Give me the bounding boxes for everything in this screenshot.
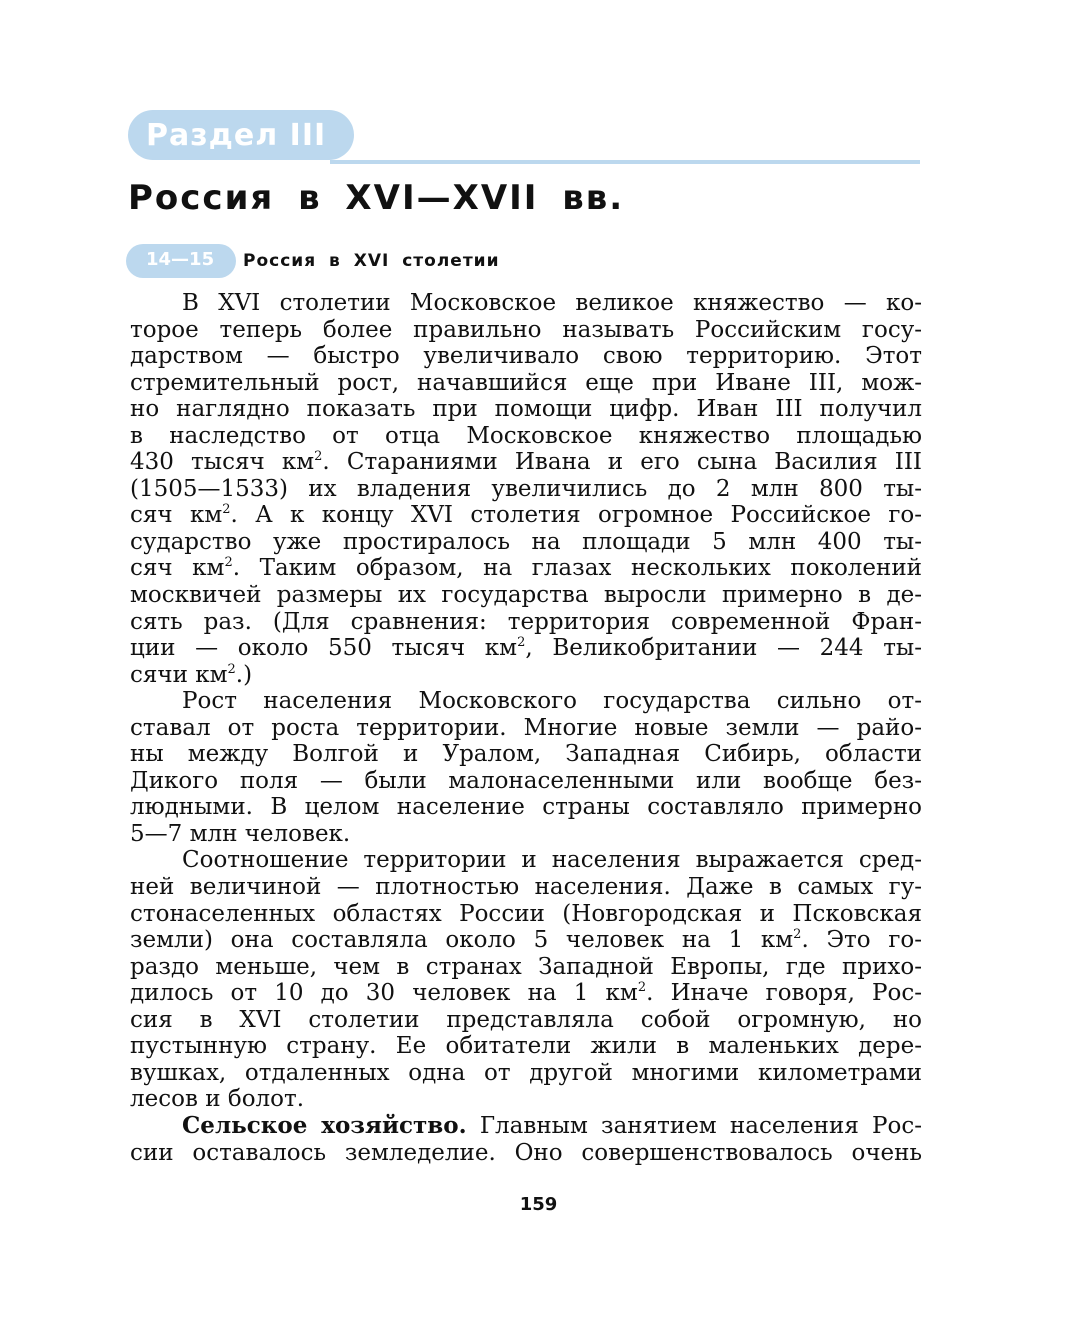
text-line: В XVI столетии Московское великое княжество — ко- [182, 290, 922, 316]
text-line: ны между Волгой и Уралом, Западная Сибирь, области [130, 741, 922, 768]
text-line: земли) она составляла около 5 человек на 1 $км^2$. Это го- [130, 927, 922, 954]
chapter-title: Россия в XVI—XVII вв. [128, 178, 625, 218]
text-line: Соотношение территории и населения выражается сред- [182, 847, 922, 874]
superscript: 2 [637, 980, 647, 996]
text-line: торое теперь более правильно называть Российским госу- [130, 316, 922, 343]
text-run: Главным занятием населения Рос- [466, 1112, 922, 1139]
text-line [130, 1113, 922, 1140]
text-line: сяч $км^2$. А к концу XVI столетия огромное Российское го- [130, 502, 922, 529]
text-line: ставал от роста территории. Многие новые земли — райо- [130, 714, 922, 741]
text-line: стремительный рост, начавшийся еще при Иване III, мож- [130, 369, 922, 396]
text-line: пустынную страну. Ее обитатели жили в маленьких дере- [130, 1033, 922, 1060]
paragraph-number: 14—15 [146, 249, 215, 270]
text-line: москвичей размеры их государства выросли примерно в де- [130, 582, 922, 609]
superscript: 2 [314, 449, 323, 465]
superscript: 2 [222, 502, 231, 518]
superscript: 2 [227, 661, 236, 677]
text-line: 5—7 млн человек. [130, 820, 351, 847]
text-line: Дикого поля — были малонаселенными или вообще без- [130, 767, 922, 794]
text-line: сии оставалось земледелие. Оно совершенствовалось очень [130, 1139, 922, 1166]
text-line: сия в XVI столетии представляла собой огромную, но [130, 1006, 922, 1033]
text-line: сяч $км^2$. Таким образом, на глазах нескольких поколений [130, 555, 922, 582]
text-line: ции — около 550 тысяч $км^2$, Великобритании — 244 ты- [130, 635, 922, 662]
text-line: лесов и болот. [130, 1086, 305, 1113]
text-line: людными. В целом население страны составляло примерно [130, 794, 922, 821]
text-line: дарством — быстро увеличивало свою территорию. Этот [130, 343, 922, 370]
paragraph-badge [126, 244, 236, 278]
text-line: сять раз. (Для сравнения: территория современной Фран- [130, 608, 922, 635]
superscript: 2 [793, 927, 802, 943]
section-badge [128, 110, 354, 160]
text-line: сударство уже простиралось на площади 5 млн 400 ты- [130, 528, 922, 555]
text-line: но наглядно показать при помощи цифр. Иван III получил [130, 396, 922, 423]
text-line: вушках, отдаленных одна от другой многими километрами [130, 1059, 922, 1086]
text-line: в наследство от отца Московское княжество площадью [130, 422, 922, 449]
header-rule [330, 160, 920, 164]
superscript: 2 [517, 635, 526, 651]
text-line: Рост населения Московского государства сильно от- [182, 688, 922, 715]
section-badge-label: Раздел III [146, 118, 327, 153]
page-number: 159 [519, 1194, 558, 1215]
text-line: (1505—1533) их владения увеличились до 2 млн 800 ты- [130, 475, 922, 502]
subheading-inline: Сельское хозяйство. [182, 1112, 467, 1139]
body-text [130, 290, 922, 1166]
text-line: сячи $км^2$.) [130, 661, 253, 688]
superscript: 2 [224, 555, 233, 571]
paragraph-title: Россия в XVI столетии [243, 251, 500, 271]
text-line: раздо меньше, чем в странах Западной Европы, где прихо- [130, 953, 922, 980]
text-line: дилось от 10 до 30 человек на 1 $км^2$. Иначе говоря, Рос- [130, 980, 922, 1007]
text-line: стонаселенных областях России (Новгородская и Псковская [130, 900, 922, 927]
text-line: ней величиной — плотностью населения. Даже в самых гу- [130, 874, 922, 901]
text-line: 430 тысяч $км^2$. Стараниями Ивана и его сына Василия III [130, 449, 922, 476]
